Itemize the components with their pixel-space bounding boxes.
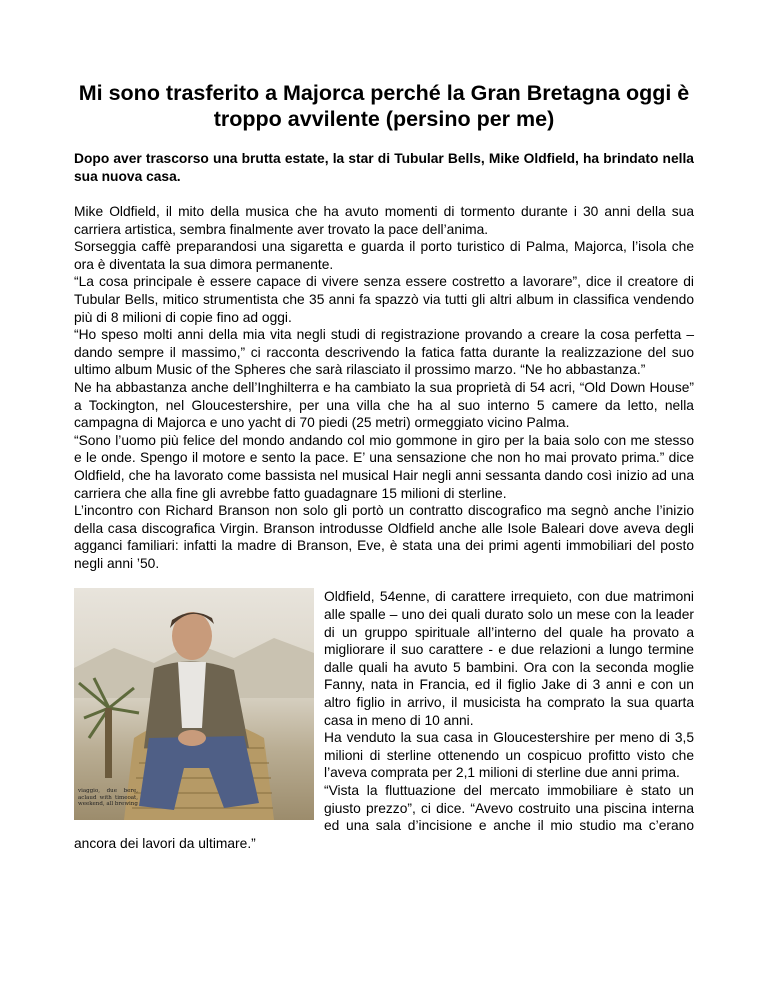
article-photo — [74, 588, 314, 820]
article-title: Mi sono trasferito a Majorca perché la Gran Bretagna oggi è troppo avvilente (persino per me) — [78, 81, 690, 131]
paragraph: Mike Oldfield, il mito della musica che ha avuto momenti di tormento durante i 30 anni della sua carriera artistica, sembra finalmente aver trovato la pace dell’anima. — [74, 204, 694, 237]
paragraph: “Vista la fluttuazione del mercato immobiliare è stato un giusto prezzo”, ci dice. “Avevo costruito una piscina interna ed una sala d’incisione e anche il mio studio ma c’erano ancora dei lavori da ultimare.” — [74, 783, 694, 851]
paragraph: “Sono l’uomo più felice del mondo andando col mio gommone in giro per la baia solo con me stesso e le onde. Spengo il motore e sento la pace. E’ una sensazione che non ho mai provato prima.” dice Oldfield, che ha lavorato come bassista nel musical Hair negli anni sessanta dando così inizio ad una carriera che alla fine gli avrebbe fatto guadagnare 15 milioni di sterline. — [74, 432, 694, 501]
article-body — [74, 203, 694, 852]
paragraph: “La cosa principale è essere capace di vivere senza essere costretto a lavorare”, dice il creatore di Tubular Bells, mitico strumentista che 35 anni fa spazzò via tutti gli altri album in classifica vendendo più di 8 milioni di copie fino ad oggi. — [74, 274, 694, 325]
photo-illustration — [74, 588, 314, 820]
paragraph: Sorseggia caffè preparandosi una sigaretta e guarda il porto turistico di Palma, Majorca, l’isola che ora è diventata la sua dimora permanente. — [74, 239, 694, 272]
paragraph: Oldfield, 54enne, di carattere irrequieto, con due matrimoni alle spalle – uno dei quali durato solo un mese con la leader di un gruppo spirituale all’interno del quale ha provato a migliorare il suo carattere - e due relazioni a lungo termine dalle quali ha avuto 5 bambini. Ora con la seconda moglie Fanny, nata in Francia, ed il figlio Jake di 3 anni e con un altro figlio in arrivo, il musicista ha comprato la sua quarta casa in meno di 10 anni. — [324, 589, 694, 728]
photo-caption: viaggio, due bere, aclaud with timeoat, weekend, all brewing — [78, 788, 138, 808]
paragraph: Ha venduto la sua casa in Gloucestershire per meno di 3,5 milioni di sterline ottenendo un cospicuo profitto visto che l’aveva comprata per 2,1 milioni di sterline due anni prima. — [324, 730, 694, 781]
article-lead: Dopo aver trascorso una brutta estate, la star di Tubular Bells, Mike Oldfield, ha brindato nella sua nuova casa. — [74, 151, 694, 184]
paragraph: Ne ha abbastanza anche dell’Inghilterra e ha cambiato la sua proprietà di 54 acri, “Old Down House” a Tockington, nel Gloucestershire, per una villa che ha al suo interno 5 camere da letto, nella campagna di Majorca e uno yacht di 70 piedi (25 metri) ormeggiato vicino Palma. — [74, 379, 694, 431]
paragraph: L’incontro con Richard Branson non solo gli portò un contratto discografico ma segnò anche l’inizio della casa discografica Virgin. Branson introdusse Oldfield anche alle Isole Baleari dove aveva degli agganci familiari: infatti la madre di Branson, Eve, è stata una dei primi agenti immobiliari del posto negli anni ’50. — [74, 503, 694, 571]
paragraph: “Ho speso molti anni della mia vita negli studi di registrazione provando a creare la cosa perfetta – dando sempre il massimo,” ci racconta descrivendo la fatica fatta durante la realizzazione del suo ultimo album Music of the Spheres che sarà rilasciato il prossimo marzo. “Ne ho abbastanza.” — [74, 327, 694, 378]
